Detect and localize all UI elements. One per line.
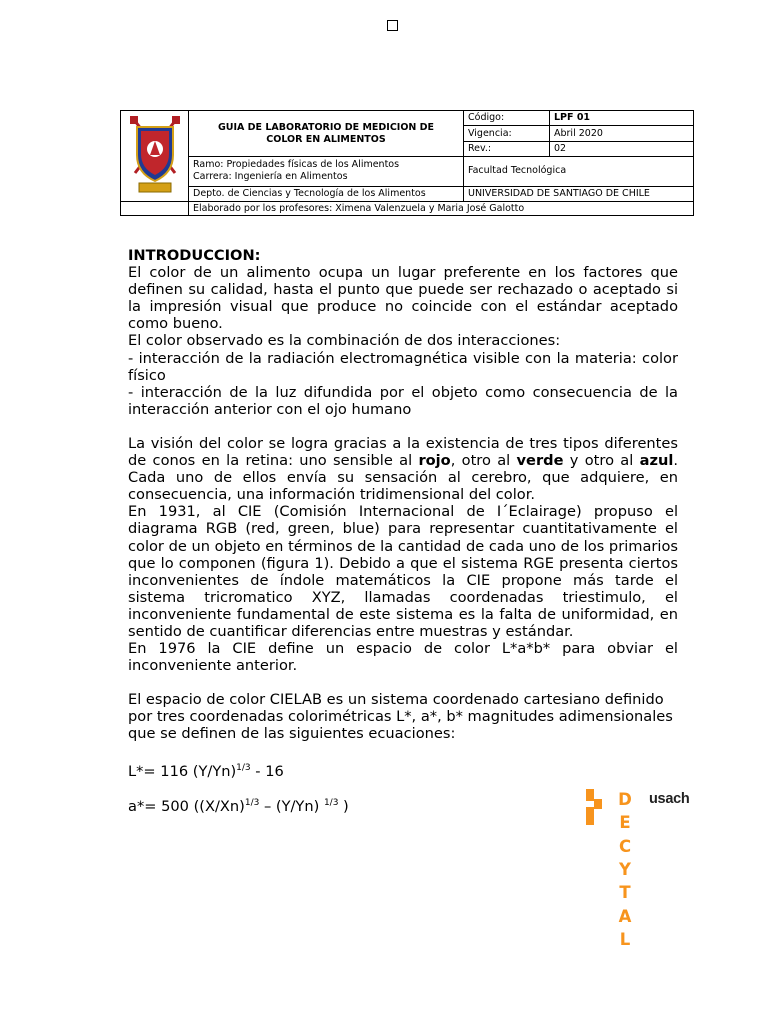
vigencia-value: Abril 2020: [550, 126, 694, 141]
university-crest-icon: [121, 111, 189, 202]
decytal-letter: A: [618, 907, 632, 926]
rev-value: 02: [550, 141, 694, 156]
equation-a: a*= 500 ($(X/Xn)^{1/3} - (Y/Yn)$ $^{1/3}$ ): [128, 797, 349, 815]
ramo-text: Ramo: Propiedades físicas de los Alimentos: [193, 159, 400, 171]
usach-logo-text: usach: [649, 791, 690, 807]
depto-text: Depto. de Ciencias y Tecnología de los Alimentos: [189, 186, 464, 201]
paragraph: La visión del color se logra gracias a la existencia de tres tipos diferentes de conos en la retina: uno sensible al rojo, otro al verde y otro al azul. Cada uno de ellos envía su sensación al cerebro, que adquiere, en consecuencia, una información tridimensional del color.: [128, 434, 678, 504]
decytal-letter: D: [618, 790, 632, 809]
verde-text: verde: [516, 452, 564, 470]
universidad-text: UNIVERSIDAD DE SANTIAGO DE CHILE: [464, 186, 694, 201]
carrera-text: Carrera: Ingeniería en Alimentos: [193, 171, 348, 183]
paragraph: - interacción de la luz difundida por el objeto como consecuencia de la interacción anterior con el ojo humano: [128, 383, 678, 418]
document-body: [128, 247, 678, 815]
decytal-letter: E: [619, 813, 631, 832]
decytal-letter: C: [618, 837, 632, 856]
equation-l: L*= 116 $(Y/Yn)^{1/3} - 16$: [128, 762, 284, 780]
paragraph: - interacción de la radiación electromagnética visible con la materia: color físico: [128, 349, 678, 384]
ramo-carrera-cell: [189, 157, 464, 187]
document-header-table: [120, 110, 694, 216]
decytal-letter: T: [619, 883, 631, 902]
rev-label: Rev.:: [464, 141, 550, 156]
codigo-value: LPF 01: [550, 111, 694, 126]
codigo-label: Código:: [464, 111, 550, 126]
paragraph: El color observado es la combinación de dos interacciones:: [128, 332, 561, 350]
azul-text: azul: [639, 452, 674, 470]
paragraph: En 1976 la CIE define un espacio de color L*a*b* para obviar el inconveniente anterior.: [128, 640, 678, 675]
paragraph: El espacio de color CIELAB es un sistema coordenado cartesiano definido por tres coordenadas colorimétricas L*, a*, b* magnitudes adimensionales que se definen de las siguientes ecuaciones:: [128, 691, 673, 743]
decytal-letter: Y: [619, 860, 631, 879]
paragraph: En 1931, al CIE (Comisión Internacional de I´Eclairage) propuso el diagrama RGB (red, green, blue) para representar cuantitativamente el color de un objeto en términos de la cantidad de cada uno de los primarios que lo componen (figura 1). Debido a que el sistema RGE presenta ciertos inconvenientes de índole matemáticos la CIE propone más tarde el sistema tricromatico XYZ, llamadas coordenadas triestimulo, el inconveniente fundamental de este sistema es la falta de uniformidad, en sentido de cuantificar diferencias entre muestras y estándar.: [128, 503, 678, 640]
section-heading: INTRODUCCION:: [128, 247, 261, 264]
paragraph: El color de un alimento ocupa un lugar preferente en los factores que definen su calidad, hasta el punto que puede ser rechazado o aceptado si la impresión visual que produce no coincide con el estándar aceptado como bueno.: [128, 264, 678, 333]
decytal-mark-icon: [586, 789, 696, 954]
facultad-text: Facultad Tecnológica: [464, 157, 694, 187]
checkbox-icon: [387, 20, 398, 31]
decytal-letter: L: [619, 930, 631, 949]
rojo-text: rojo: [418, 452, 451, 470]
elaborado-text: Elaborado por los profesores: Ximena Valenzuela y Maria José Galotto: [189, 202, 694, 216]
vigencia-label: Vigencia:: [464, 126, 550, 141]
document-title: GUIA DE LABORATORIO DE MEDICION DE COLOR EN ALIMENTOS: [189, 111, 464, 157]
